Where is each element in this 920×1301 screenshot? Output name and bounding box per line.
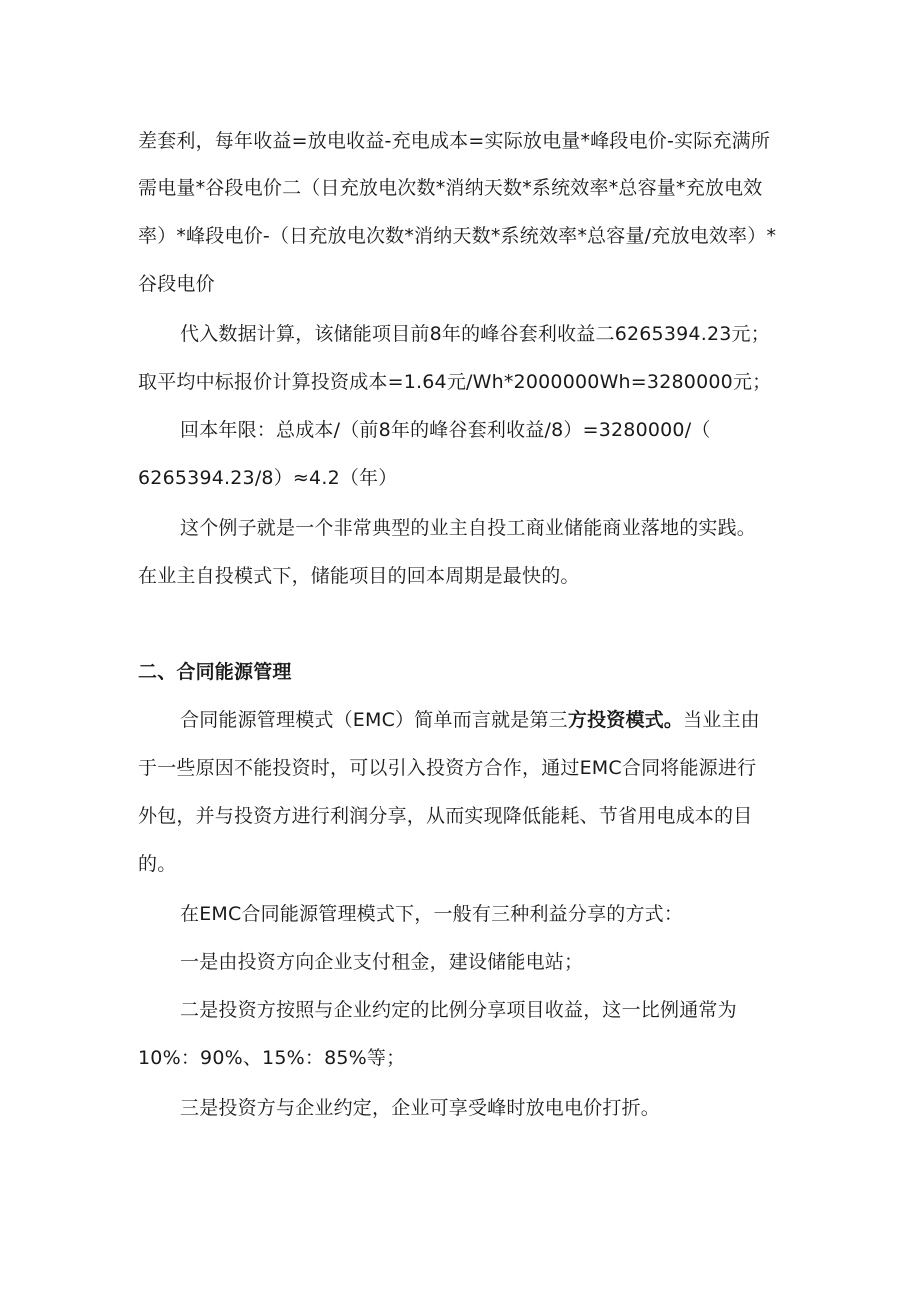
- emc-line-4: 的。: [138, 853, 177, 875]
- sharing-intro: 在EMC合同能源管理模式下，一般有三种利益分享的方式：: [180, 903, 684, 925]
- sharing-item-2-cont: 10%：90%、15%：85%等；: [138, 1047, 406, 1069]
- calc-line-payback-cont: 6265394.23/8）≈4.2（年）: [138, 467, 398, 489]
- emc-line-3: 外包，并与投资方进行利润分享，从而实现降低能耗、节省用电成本的目: [138, 805, 753, 827]
- calc-line-revenue: 代入数据计算，该储能项目前8年的峰谷套利收益二6265394.23元；: [180, 323, 770, 345]
- emc-line-1-bold: 方投资模式。: [567, 709, 684, 731]
- emc-line-1: [180, 708, 760, 732]
- calc-line-payback: 回本年限：总成本/（前8年的峰谷套利收益/8）=3280000/（: [180, 419, 711, 441]
- sharing-item-2: 二是投资方按照与企业约定的比例分享项目收益，这一比例通常为: [180, 999, 737, 1021]
- paragraph-line-1: 差套利，每年收益=放电收益-充电成本=实际放电量*峰段电价-实际充满所: [138, 130, 771, 152]
- paragraph-line-4: 谷段电价: [138, 273, 215, 295]
- calc-line-cost: 取平均中标报价计算投资成本=1.64元/Wh*2000000Wh=3280000元；: [138, 371, 772, 393]
- emc-line-2: 于一些原因不能投资时，可以引入投资方合作，通过EMC合同将能源进行: [138, 757, 757, 779]
- emc-line-1-tail: 当业主由: [683, 709, 760, 731]
- emc-line-1-text: 合同能源管理模式（EMC）简单而言就是第三: [180, 709, 568, 731]
- paragraph-line-3: 率）*峰段电价-（日充放电次数*消纳天数*系统效率*总容量/充放电效率）*: [138, 225, 777, 247]
- sharing-item-3: 三是投资方与企业约定，企业可享受峰时放电电价打折。: [180, 1097, 661, 1119]
- example-line-1: 这个例子就是一个非常典型的业主自投工商业储能商业落地的实践。: [180, 517, 757, 539]
- sharing-item-1: 一是由投资方向企业支付租金，建设储能电站；: [180, 951, 584, 973]
- paragraph-line-2: 需电量*谷段电价二（日充放电次数*消纳天数*系统效率*总容量*充放电效: [138, 177, 763, 199]
- section-heading: 二、合同能源管理: [138, 661, 292, 683]
- example-line-2: 在业主自投模式下，储能项目的回本周期是最快的。: [138, 565, 580, 587]
